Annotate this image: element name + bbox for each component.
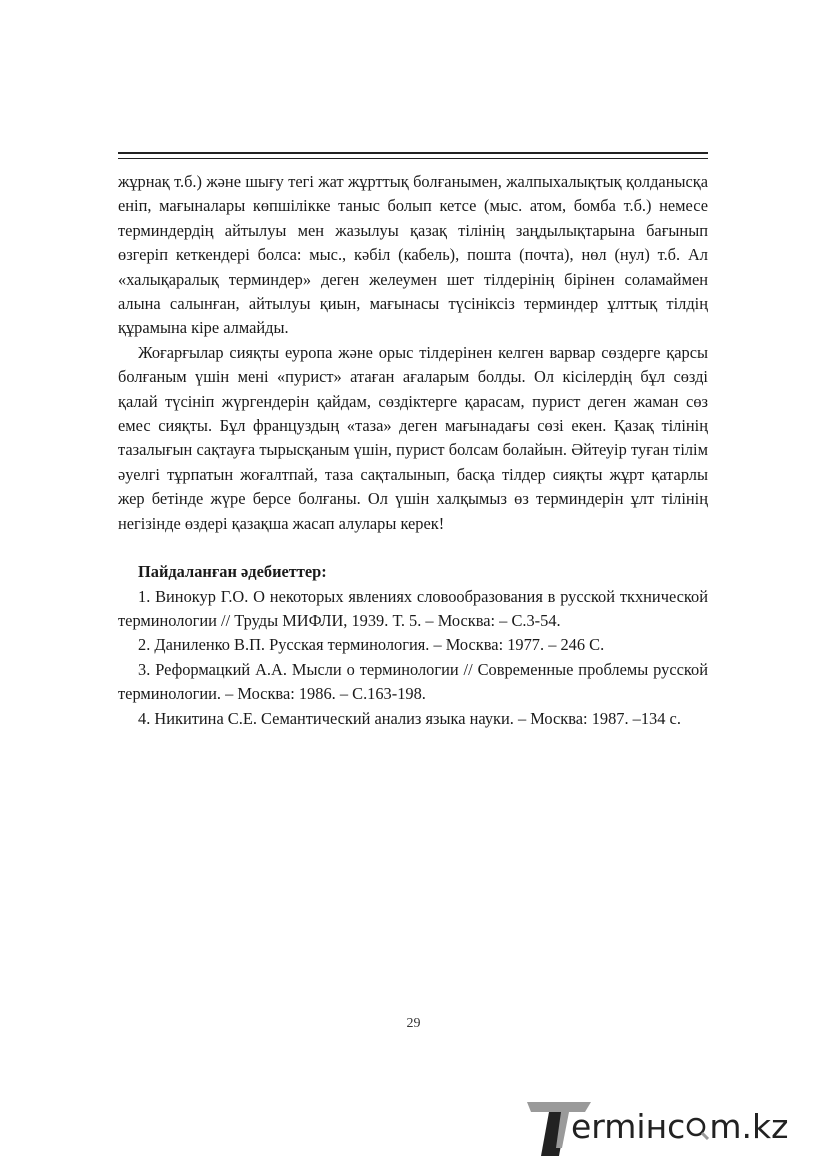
page-number: 29 — [406, 1016, 421, 1031]
references-title: Пайдаланған әдебиеттер: — [138, 562, 327, 582]
reference-item: 1. Винокур Г.О. О некоторых явлениях словообразования в русской ткхнической терминологии // Труды МИФЛИ, 1939. Т. 5. – Москва: – С.3-54. — [118, 586, 708, 630]
logo-text-start: ermінc — [571, 1107, 686, 1146]
page-content — [118, 170, 708, 731]
magnifier-icon — [685, 1109, 709, 1133]
header-rule-top — [118, 152, 708, 154]
logo-wordmark — [571, 1107, 788, 1146]
termincom-logo — [525, 1098, 815, 1158]
body-paragraph: Жоғарғылар сияқты еуропа және орыс тілдерінен келген варвар сөздерге қарсы болғаным үшін мені «пурист» атаған ағаларым болды. Ол кісілердің бұл сөзді қалай түсініп жүргендерін қайдам, сөздіктерге қарасам, пурист деген жаман сөз емес сияқты. Бұл француздың «таза» деген мағынадағы сөзі екен. Қазақ тілінің тазалығын сақтауға тырысқаным үшін, пурист болсам болайын. Әйтеуір туған тілім әуелгі тұрпатын жоғалтпай, таза сақталынып, басқа тілдер сияқты жұрт қатарлы жер бетінде жүре берсе болғаны. Ол үшін халқымыз өз терминдерін ұлт тілінің негізінде өздері қазақша жасап алулары керек! — [118, 342, 708, 533]
body-paragraph: жұрнақ т.б.) және шығу тегі жат жұрттық болғанымен, жалпыхалықтық қолданысқа еніп, мағыналары көпшілікке таныс болып кетсе (мыс. атом, бомба т.б.) немесе терминдердің айтылуы мен жазылуы қазақ тілінің заңдылықтарына бағынып өзгеріп кеткендері болса: мыс., кәбіл (кабель), пошта (почта), нөл (нул) т.б. Ал «халықаралық терминдер» деген желеумен шет тілдерінің бірінен соламаймен алына салынған, айтылуы қиын, мағынасы түсініксіз терминдер ұлттық тілдің құрамына кіре алмайды. — [118, 172, 708, 338]
reference-item: 2. Даниленко В.П. Русская терминология. – Москва: 1977. – 246 С. — [138, 635, 605, 655]
logo-text-end: m.kz — [709, 1107, 789, 1146]
header-rule-bottom — [118, 158, 708, 159]
reference-item: 4. Никитина С.Е. Семантический анализ языка науки. – Москва: 1987. –134 с. — [138, 708, 681, 728]
reference-item: 3. Реформацкий А.А. Мысли о терминологии // Современные проблемы русской терминологии. – Москва: 1986. – С.163-198. — [118, 659, 708, 704]
